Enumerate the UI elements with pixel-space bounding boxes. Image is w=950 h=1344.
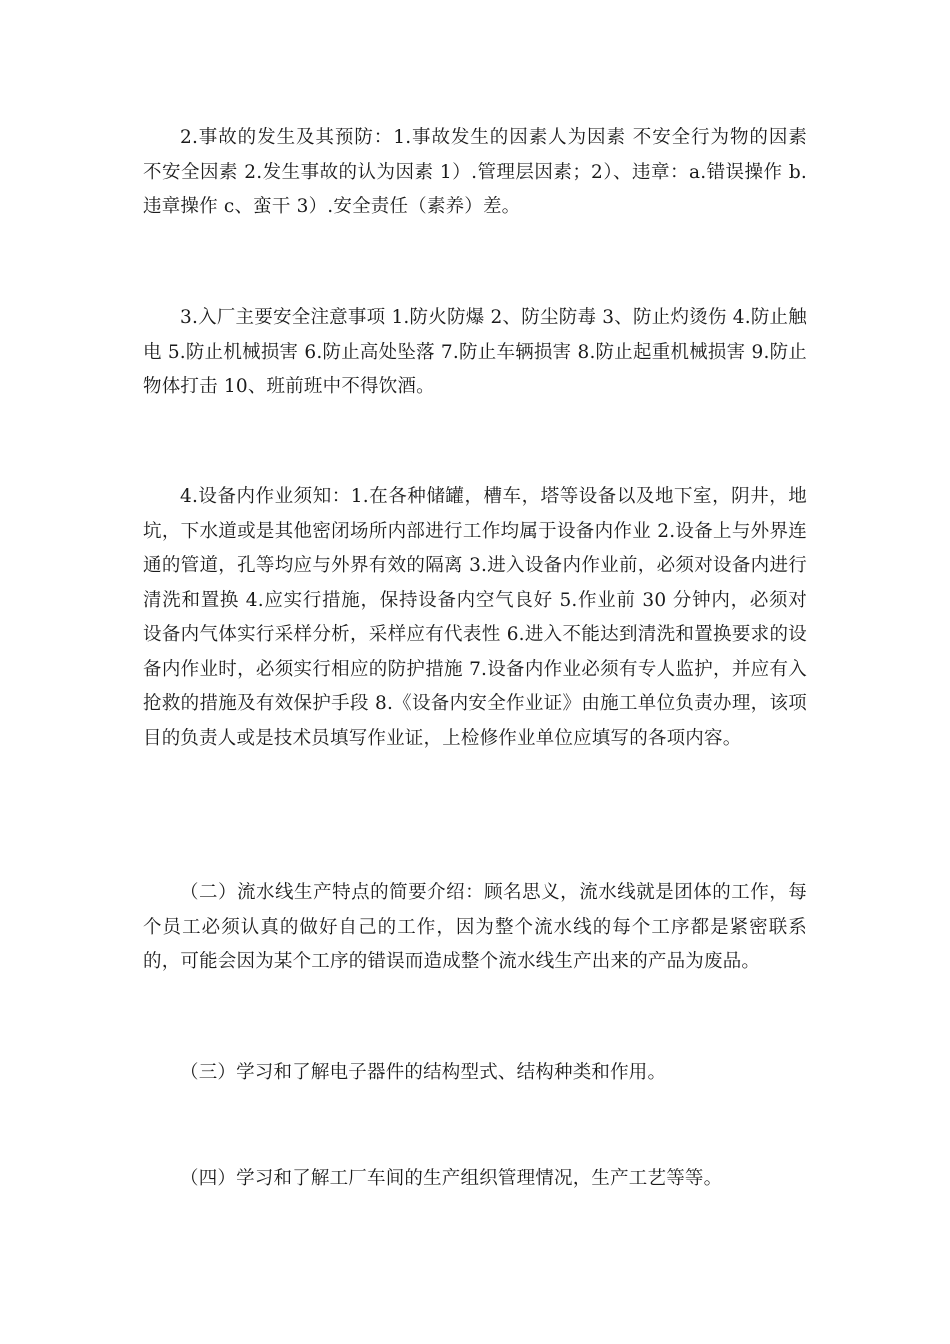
paragraph-accident-prevention: 2.事故的发生及其预防：1.事故发生的因素人为因素 不安全行为物的因素 不安全因素 2.发生事故的认为因素 1）.管理层因素；2）、违章：a.错误操作 b.违章操作 c、蛮干 3）.安全责任（素养）差。 [143, 127, 807, 217]
paragraph-electronic-components: （三）学习和了解电子器件的结构型式、结构种类和作用。 [180, 1062, 667, 1083]
paragraph-equipment-work-rules: 4.设备内作业须知：1.在各种储罐，槽车，塔等设备以及地下室，阴井，地坑，下水道或是其他密闭场所内部进行工作均属于设备内作业 2.设备上与外界连通的管道，孔等均应与外界有效的隔离 3.进入设备内作业前，必须对设备内进行清洗和置换 4.应实行措施，保持设备内空气良好 5.作业前 30 分钟内，必须对设备内气体实行采样分析，采样应有代表性 6.进入不能达到清洗和置换要求的设备内作业时，必须实行相应的防护措施 7.设备内作业必须有专人监护，并应有入抢救的措施及有效保护手段 8.《设备内安全作业证》由施工单位负责办理，该项目的负责人或是技术员填写作业证，上检修作业单位应填写的各项内容。 [143, 486, 807, 749]
paragraph-entry-safety-notes: 3.入厂主要安全注意事项 1.防火防爆 2、防尘防毒 3、防止灼烫伤 4.防止触电 5.防止机械损害 6.防止高处坠落 7.防止车辆损害 8.防止起重机械损害 9.防止物体打击 10、班前班中不得饮酒。 [143, 307, 807, 397]
paragraph-workshop-management: （四）学习和了解工厂车间的生产组织管理情况，生产工艺等等。 [180, 1168, 723, 1189]
paragraph-assembly-line-intro: （二）流水线生产特点的简要介绍：顾名思义，流水线就是团体的工作，每个员工必须认真的做好自己的工作，因为整个流水线的每个工序都是紧密联系的，可能会因为某个工序的错误而造成整个流水线生产出来的产品为废品。 [143, 882, 807, 972]
